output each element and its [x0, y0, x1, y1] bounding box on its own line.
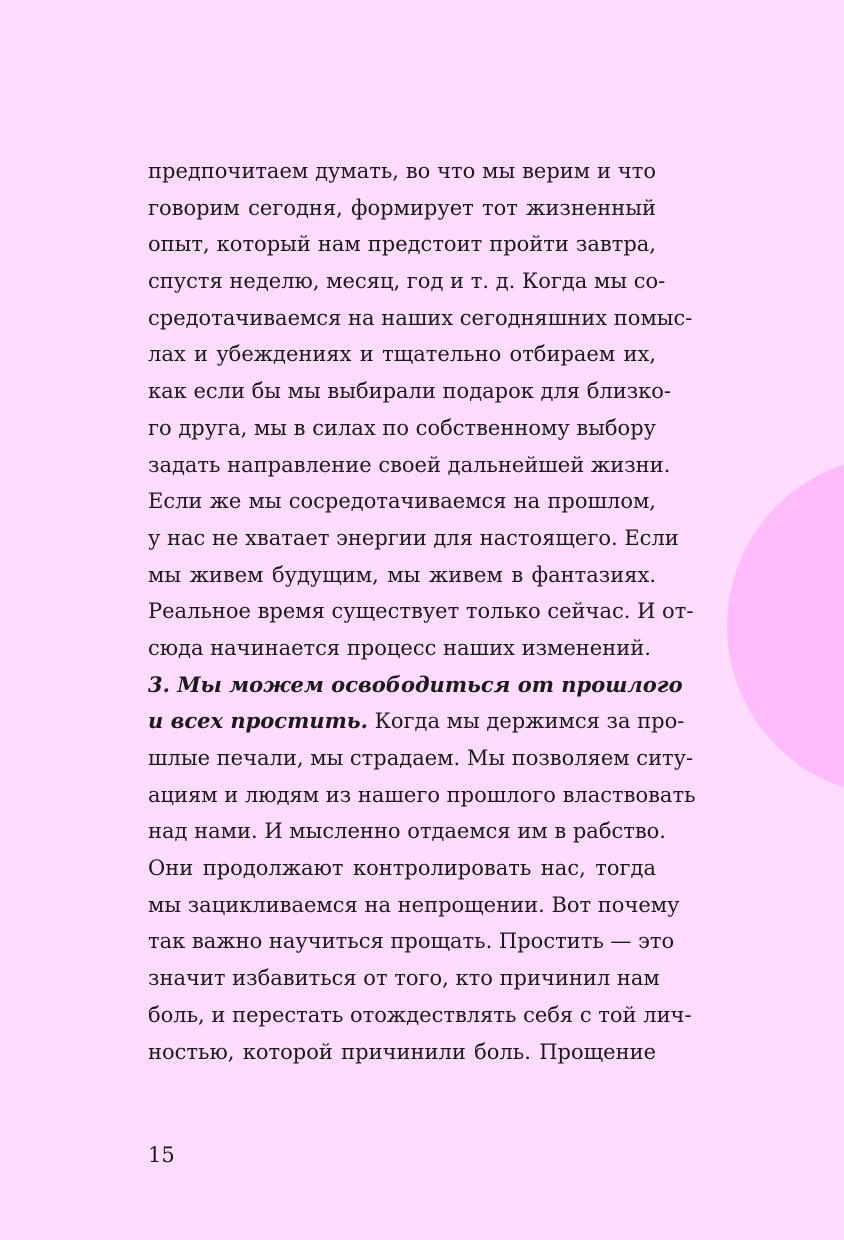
point-3-text-start: Когда мы держимся за про-: [367, 709, 685, 734]
text-line: говорим сегодня, формирует тот жизненный: [148, 195, 656, 220]
text-line: задать направление своей дальнейшей жизни.: [148, 452, 671, 477]
text-line: предпочитаем думать, во что мы верим и что: [148, 159, 656, 183]
page-number: 15: [148, 1143, 175, 1167]
text-line: так важно научиться прощать. Простить — это: [148, 929, 675, 954]
decorative-circle: [727, 456, 844, 796]
point-3-heading: 3. Мы можем освободиться от прошлого: [148, 671, 683, 697]
body-text: [148, 153, 696, 1070]
text-line: как если бы мы выбирали подарок для близко-: [148, 379, 672, 404]
text-line: [148, 703, 685, 740]
text-line: го друга, мы в силах по собственному выбору: [148, 415, 656, 440]
text-line: спустя неделю, месяц, год и т. д. Когда мы со-: [148, 269, 666, 294]
text-line: ациям и людям из нашего прошлого властвовать: [148, 782, 696, 807]
text-line: над нами. И мысленно отдаемся им в рабство.: [148, 819, 666, 844]
point-3-heading-end: и всех простить.: [148, 708, 368, 734]
text-line: лах и убеждениях и тщательно отбираем их,: [148, 342, 656, 367]
text-line: средотачиваемся на наших сегодняшних помыс-: [148, 305, 693, 330]
text-line: ностью, которой причинили боль. Прощение: [148, 1039, 656, 1064]
text-line: шлые печали, мы страдаем. Мы позволяем ситу-: [148, 746, 694, 770]
text-line: мы зацикливаемся на непрощении. Вот почему: [148, 892, 680, 917]
text-line: сюда начинается процесс наших изменений.: [148, 635, 651, 660]
text-line: мы живем будущим, мы живем в фантазиях.: [148, 562, 656, 587]
text-line: значит избавиться от того, кто причинил нам: [148, 966, 660, 991]
text-line: боль, и перестать отождествлять себя с той лич-: [148, 1002, 692, 1027]
text-line: Реальное время существует только сейчас. И от-: [148, 599, 694, 624]
text-line: Они продолжают контролировать нас, тогда: [148, 856, 656, 881]
text-line: опыт, который нам предстоит пройти завтра,: [148, 232, 656, 257]
text-line: Если же мы сосредотачиваемся на прошлом,: [148, 489, 656, 514]
text-line: у нас не хватает энергии для настоящего. Если: [148, 525, 679, 550]
